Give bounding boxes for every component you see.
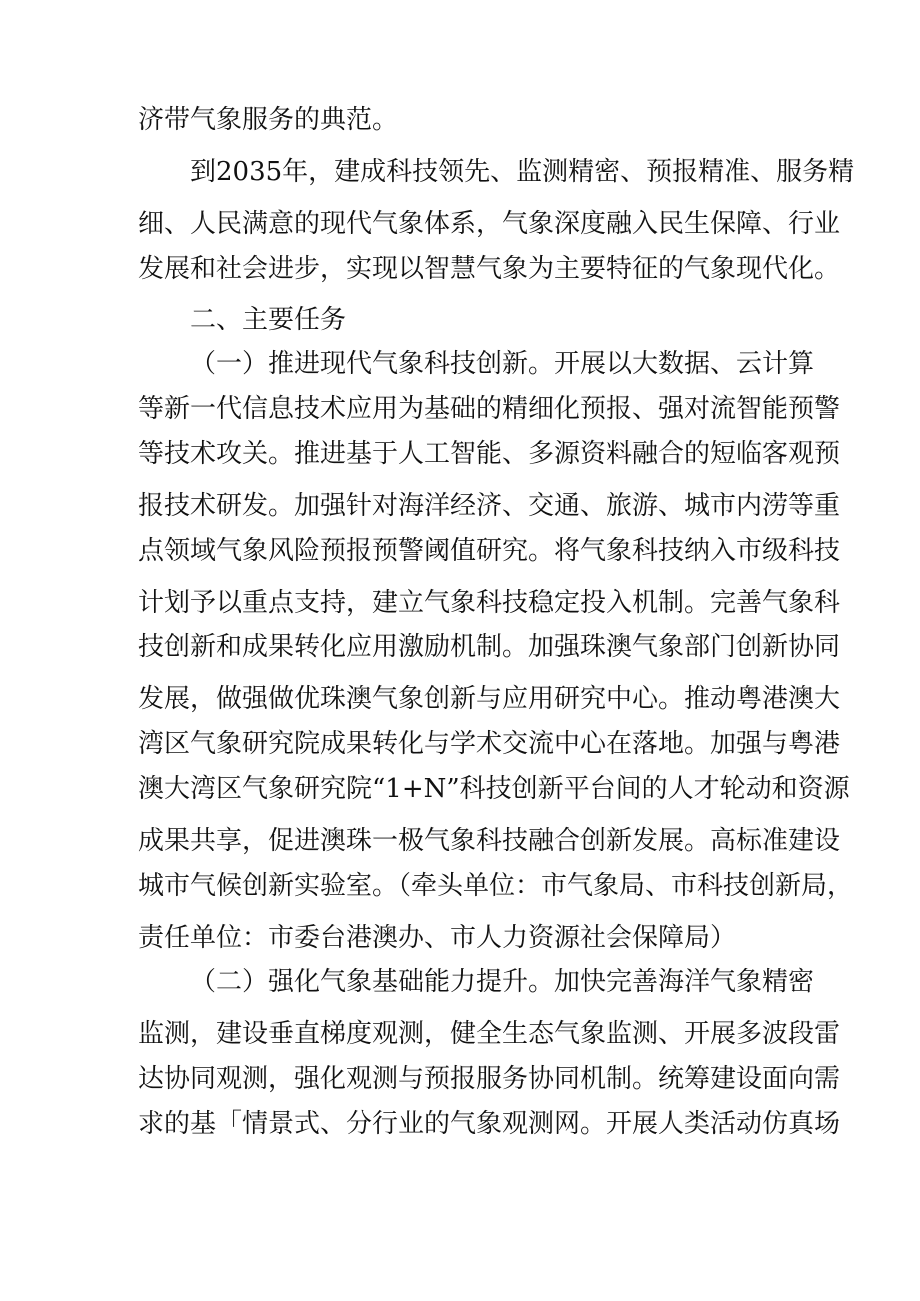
paragraph-line: 求的基「情景式、分行业的气象观测网。开展人类活动仿真场 xyxy=(138,1109,841,1139)
paragraph-line: 发展和社会进步，实现以智慧气象为主要特征的气象现代化。 xyxy=(138,254,841,284)
paragraph-line: （一）推进现代气象科技创新。开展以大数据、云计算 xyxy=(190,349,815,379)
paragraph-line: 细、人民满意的现代气象体系，气象深度融入民生保障、行业 xyxy=(138,209,841,239)
paragraph-line: 到2035年，建成科技领先、监测精密、预报精准、服务精 xyxy=(190,157,855,187)
paragraph-line: 城市气候创新实验室。（牵头单位：市气象局、市科技创新局， xyxy=(138,871,854,901)
paragraph-line: 成果共享，促进澳珠一极气象科技融合创新发展。高标准建设 xyxy=(138,826,841,856)
paragraph-line: 技创新和成果转化应用激励机制。加强珠澳气象部门创新协同 xyxy=(138,632,841,662)
paragraph-line: 点领域气象风险预报预警阈值研究。将气象科技纳入市级科技 xyxy=(138,536,841,566)
paragraph-line: （二）强化气象基础能力提升。加快完善海洋气象精密 xyxy=(190,967,815,997)
paragraph-line: 责任单位：市委台港澳办、市人力资源社会保障局） xyxy=(138,923,737,953)
paragraph-line: 等技术攻关。推进基于人工智能、多源资料融合的短临客观预 xyxy=(138,439,841,469)
paragraph-line: 监测，建设垂直梯度观测，健全生态气象监测、开展多波段雷 xyxy=(138,1019,841,1049)
paragraph-line: 计划予以重点支持，建立气象科技稳定投入机制。完善气象科 xyxy=(138,588,841,618)
paragraph-line: 达协同观测，强化观测与预报服务协同机制。统筹建设面向需 xyxy=(138,1064,841,1094)
paragraph-line: 报技术研发。加强针对海洋经济、交通、旅游、城市内涝等重 xyxy=(138,491,841,521)
paragraph-line: 济带气象服务的典范。 xyxy=(138,105,399,135)
paragraph-line: 等新一代信息技术应用为基础的精细化预报、强对流智能预警 xyxy=(138,394,841,424)
section-heading: 二、主要任务 xyxy=(190,305,347,335)
paragraph-line: 澳大湾区气象研究院“1+N”科技创新平台间的人才轮动和资源 xyxy=(138,774,850,804)
paragraph-line: 湾区气象研究院成果转化与学术交流中心在落地。加强与粤港 xyxy=(138,729,841,759)
paragraph-line: 发展，做强做优珠澳气象创新与应用研究中心。推动粤港澳大 xyxy=(138,684,841,714)
